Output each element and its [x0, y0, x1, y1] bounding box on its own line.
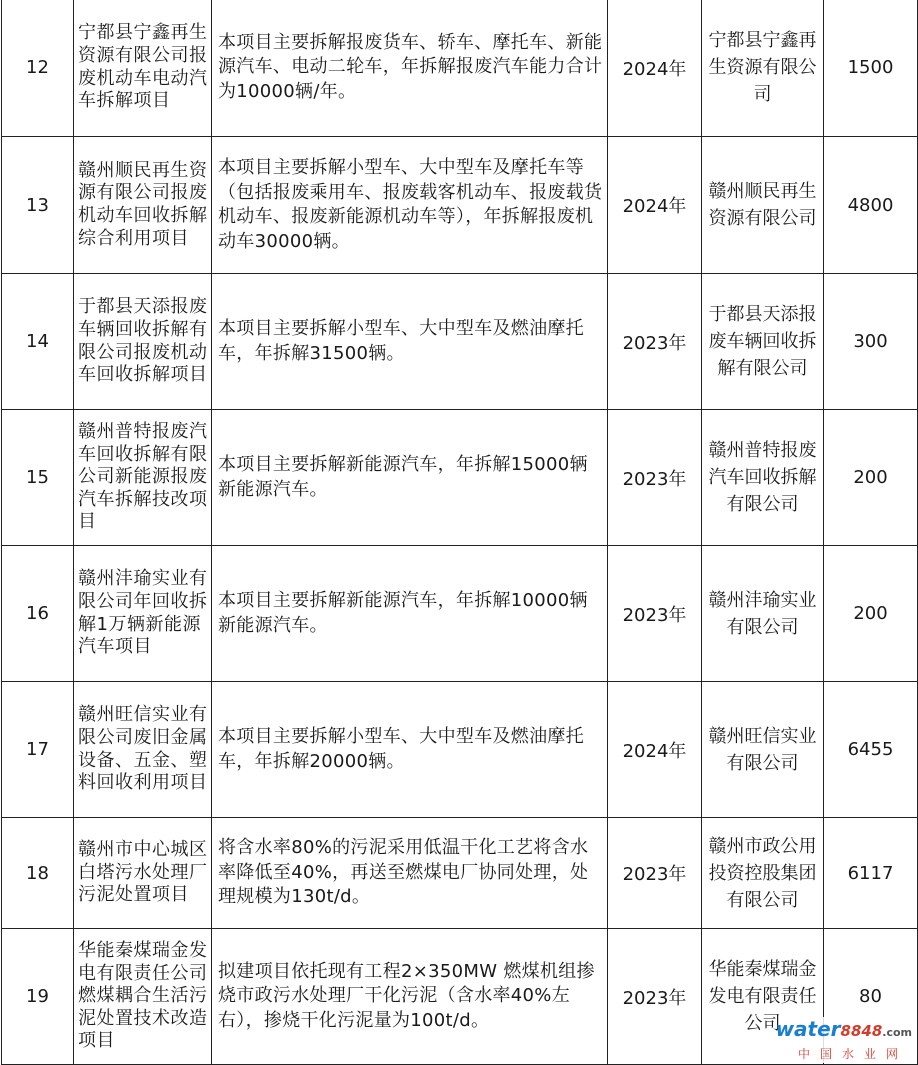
project-description: 本项目主要拆解小型车、大中型车及燃油摩托车，年拆解20000辆。: [212, 682, 608, 818]
project-year: 2023年: [608, 546, 702, 682]
project-unit: 赣州普特报废汽车回收拆解有限公司: [702, 410, 824, 546]
row-number: 19: [2, 929, 74, 1065]
table-row: [2, 274, 918, 410]
row-number: 14: [2, 274, 74, 410]
project-amount: 200: [824, 410, 918, 546]
project-name: 华能秦煤瑞金发电有限责任公司燃煤耦合生活污泥处置技术改造项目: [74, 929, 212, 1065]
row-number: 17: [2, 682, 74, 818]
project-description: 将含水率80%的污泥采用低温干化工艺将含水率降低至40%，再送至燃煤电厂协同处理，处理规模为130t/d。: [212, 818, 608, 929]
project-year: 2023年: [608, 274, 702, 410]
project-name: 宁都县宁鑫再生资源有限公司报废机动车电动汽车拆解项目: [74, 0, 212, 137]
table-row: [2, 410, 918, 546]
project-year: 2024年: [608, 0, 702, 137]
project-amount: 1500: [824, 0, 918, 137]
row-number: 18: [2, 818, 74, 929]
project-description: 本项目主要拆解小型车、大中型车及燃油摩托车，年拆解31500辆。: [212, 274, 608, 410]
project-description: 本项目主要拆解新能源汽车，年拆解10000辆新能源汽车。: [212, 546, 608, 682]
project-amount: 300: [824, 274, 918, 410]
project-year: 2024年: [608, 682, 702, 818]
project-name: 赣州市中心城区白塔污水处理厂污泥处置项目: [74, 818, 212, 929]
project-name: 于都县天添报废车辆回收拆解有限公司报废机动车回收拆解项目: [74, 274, 212, 410]
project-description: 本项目主要拆解小型车、大中型车及摩托车等（包括报废乘用车、报废载客机动车、报废载货机动车、报废新能源机动车等），年拆解报废机动车30000辆。: [212, 137, 608, 274]
project-table: [1, 0, 918, 1065]
project-unit: 赣州沣瑜实业有限公司: [702, 546, 824, 682]
project-name: 赣州普特报废汽车回收拆解有限公司新能源报废汽车拆解技改项目: [74, 410, 212, 546]
watermark-subtitle: 中国水业网: [797, 1047, 908, 1061]
project-name: 赣州沣瑜实业有限公司年回收拆解1万辆新能源汽车项目: [74, 546, 212, 682]
project-amount: 80: [824, 929, 918, 1065]
table-row: [2, 929, 918, 1065]
row-number: 16: [2, 546, 74, 682]
project-amount: 200: [824, 546, 918, 682]
project-unit: 赣州市政公用投资控股集团有限公司: [702, 818, 824, 929]
table-row: [2, 818, 918, 929]
project-unit: 华能秦煤瑞金发电有限责任公司: [702, 929, 824, 1065]
project-year: 2023年: [608, 410, 702, 546]
row-number: 13: [2, 137, 74, 274]
project-description: 拟建项目依托现有工程2×350MW 燃煤机组掺烧市政污水处理厂干化污泥（含水率40%左右），掺烧干化污泥量为100t/d。: [212, 929, 608, 1065]
project-unit: 于都县天添报废车辆回收拆解有限公司: [702, 274, 824, 410]
project-year: 2023年: [608, 818, 702, 929]
project-unit: 赣州旺信实业有限公司: [702, 682, 824, 818]
table-row: [2, 682, 918, 818]
table-row: [2, 546, 918, 682]
project-name: 赣州顺民再生资源有限公司报废机动车回收拆解综合利用项目: [74, 137, 212, 274]
project-description: 本项目主要拆解新能源汽车，年拆解15000辆新能源汽车。: [212, 410, 608, 546]
row-number: 12: [2, 0, 74, 137]
watermark-logo: [775, 1017, 912, 1063]
project-amount: 4800: [824, 137, 918, 274]
table-row: [2, 0, 918, 137]
project-description: 本项目主要拆解报废货车、轿车、摩托车、新能源汽车、电动二轮车，年拆解报废汽车能力合计为10000辆/年。: [212, 0, 608, 137]
row-number: 15: [2, 410, 74, 546]
watermark-brand: water8848.com: [775, 1017, 912, 1041]
project-year: 2024年: [608, 137, 702, 274]
project-name: 赣州旺信实业有限公司废旧金属设备、五金、塑料回收利用项目: [74, 682, 212, 818]
table-row: [2, 137, 918, 274]
project-year: 2023年: [608, 929, 702, 1065]
project-amount: 6117: [824, 818, 918, 929]
project-amount: 6455: [824, 682, 918, 818]
project-unit: 赣州顺民再生资源有限公司: [702, 137, 824, 274]
project-unit: 宁都县宁鑫再生资源有限公司: [702, 0, 824, 137]
